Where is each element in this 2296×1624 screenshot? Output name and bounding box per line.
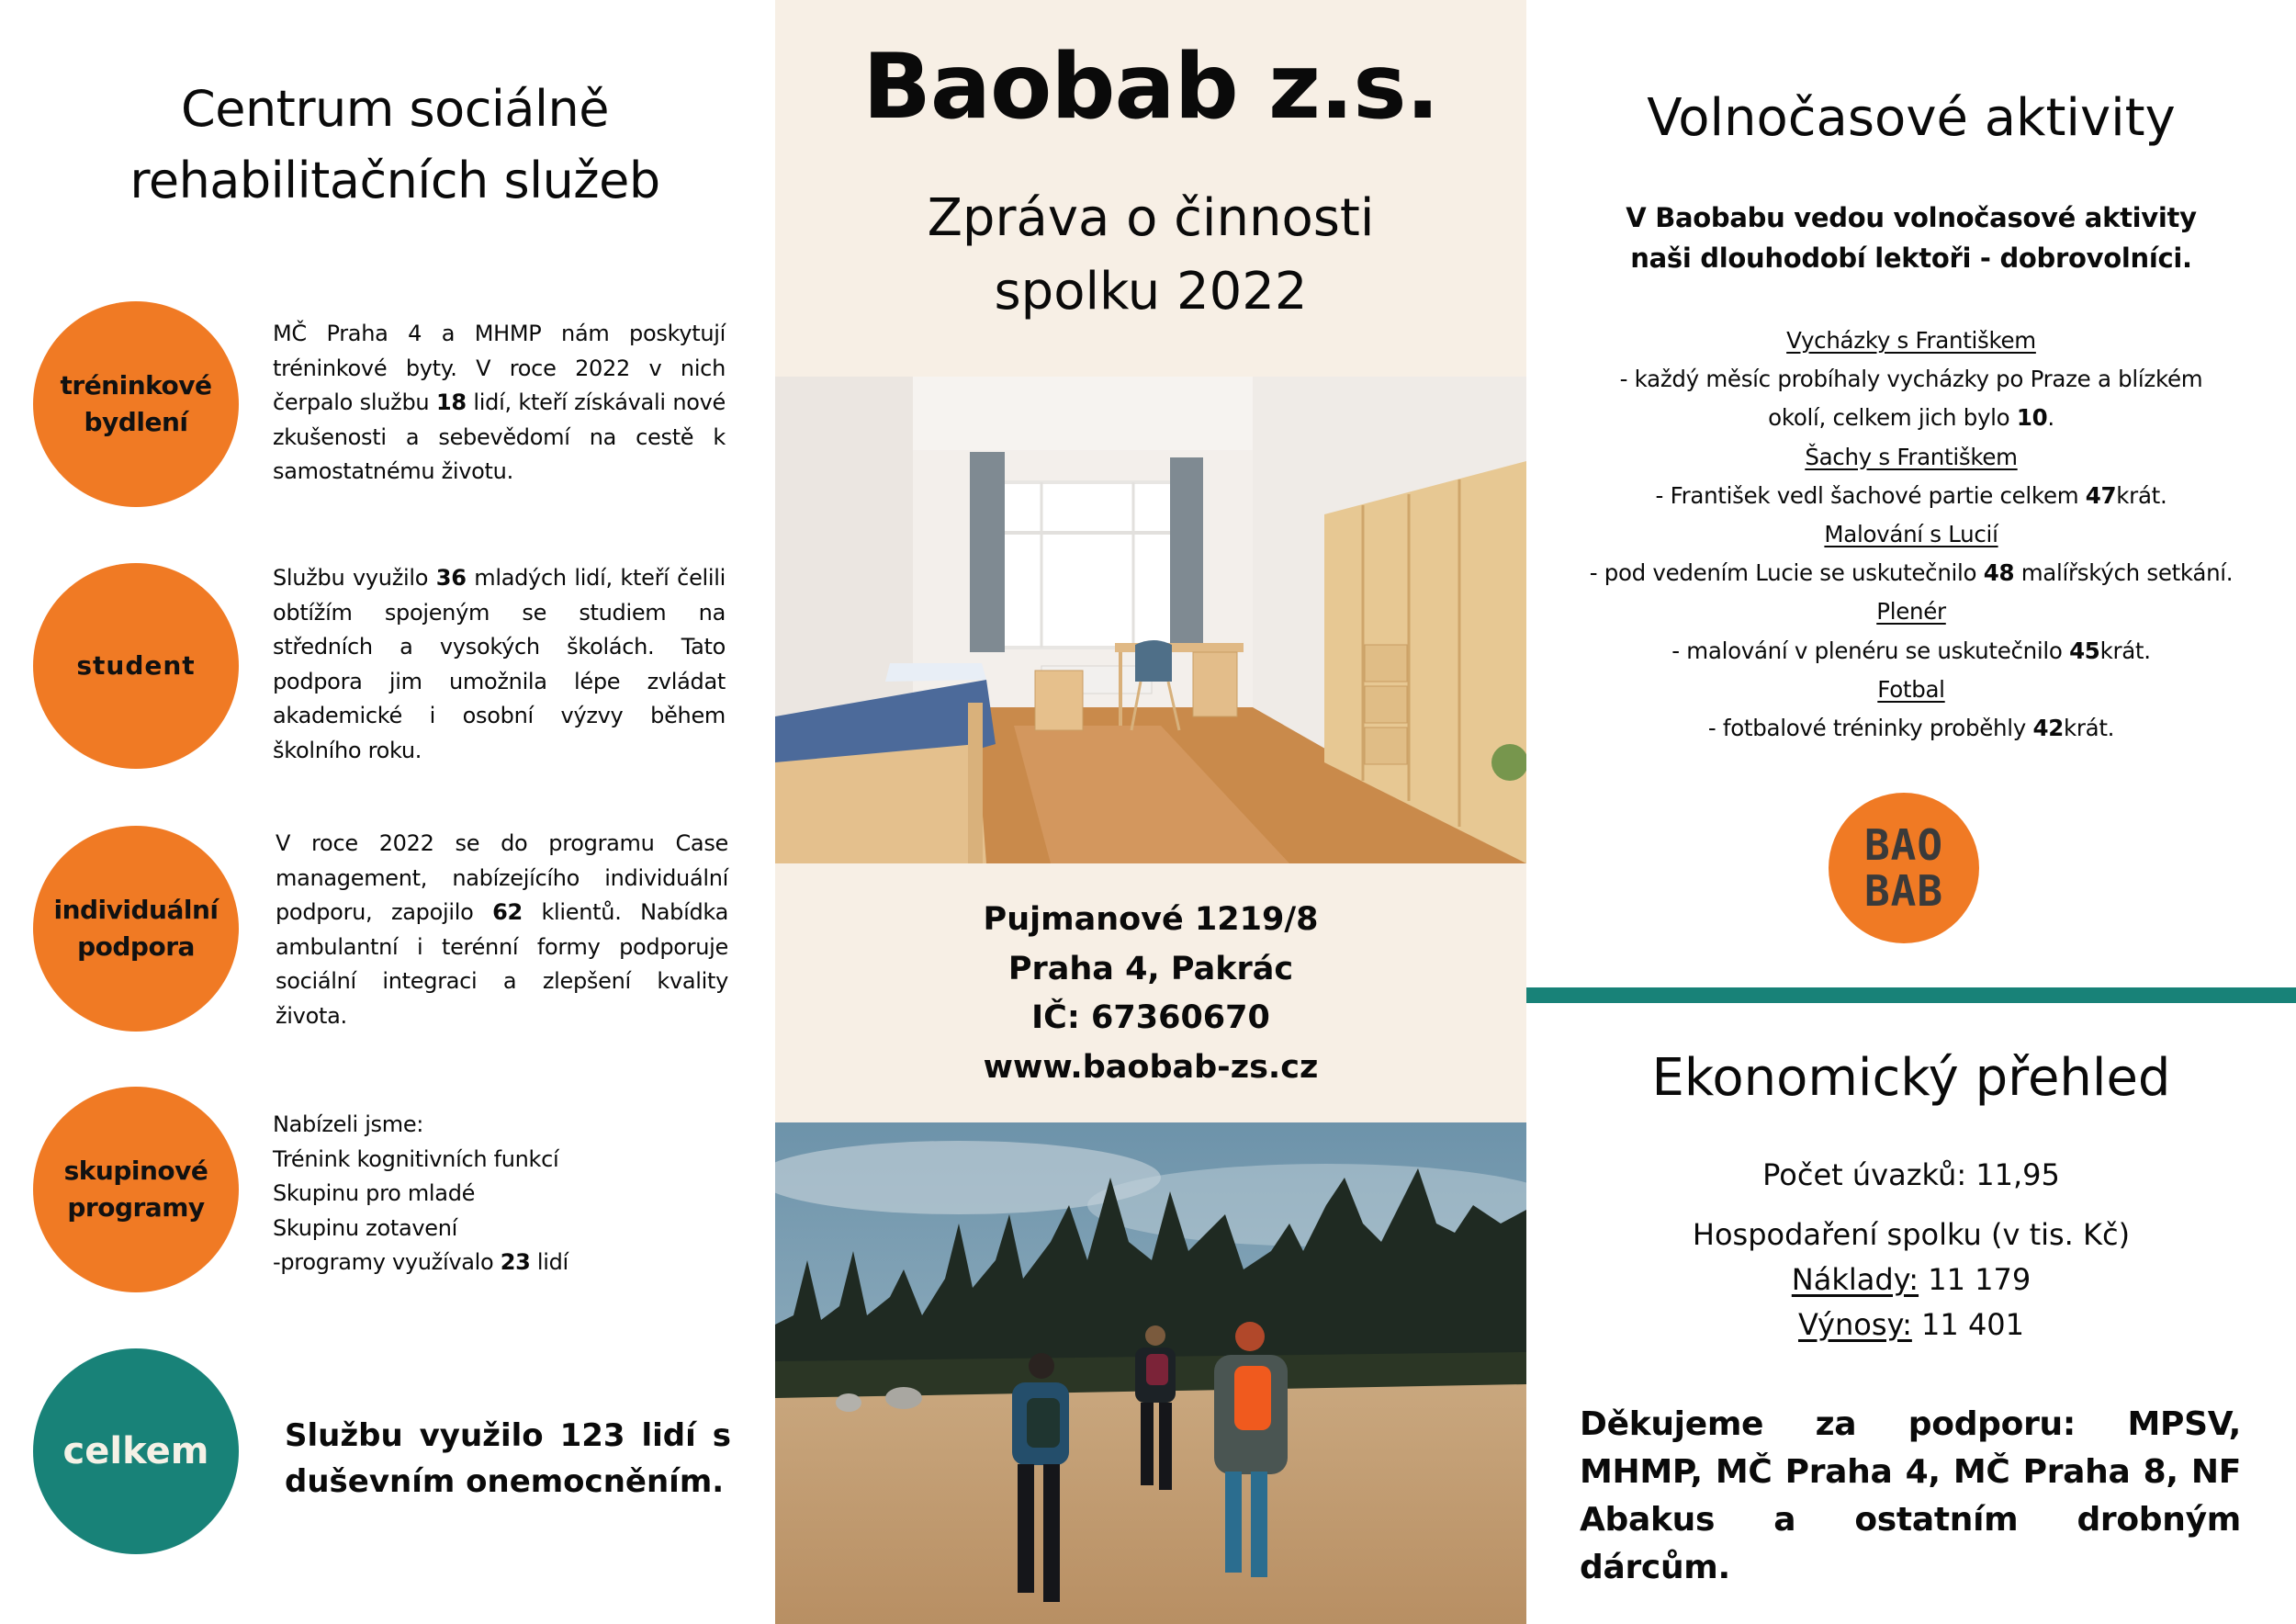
activity-name: Vycházky s Františkem: [1786, 327, 2036, 354]
text: - František vedl šachové partie celkem: [1655, 481, 2086, 509]
text: krát.: [2063, 715, 2115, 742]
chair: [1135, 640, 1172, 682]
bedroom-photo: [775, 377, 1526, 863]
badge-label: programy: [67, 1192, 205, 1223]
bedroom-illustration: [775, 377, 1526, 863]
badge-total: [33, 1348, 239, 1554]
badge-group-programs: [33, 1087, 239, 1292]
program-line: Trénink kognitivních funkcí: [273, 1145, 559, 1172]
text: lidí: [530, 1249, 568, 1276]
activity-name: Malování s Lucií: [1824, 521, 1998, 548]
services-section-title: [55, 73, 735, 217]
ceiling: [913, 377, 1253, 450]
costs-row: [1526, 1257, 2296, 1303]
activity-name: Plenér: [1876, 598, 1946, 626]
finance-heading: Hospodaření spolku (v tis. Kč): [1692, 1217, 2131, 1252]
total-summary: Službu využilo 123 lidí s duševním onemocněním.: [285, 1417, 731, 1500]
bed-frame: [775, 744, 986, 863]
badge-label: tréninkové: [60, 370, 212, 400]
subtitle-line-1: Zpráva o činnosti: [927, 188, 1375, 248]
curtain-left: [970, 452, 1005, 652]
text: mladých lidí, kteří čelili obtížím spojeným se studiem na středních a vysokých školách. Tato podpora jim umožnila lépe zvládat akademické i osobní výzvy během školního roku.: [273, 565, 726, 763]
contact-address: [775, 896, 1526, 1092]
activity-chess: [1526, 438, 2296, 515]
leisure-activities-title: Volnočasové aktivity: [1647, 88, 2176, 148]
thanks-sponsors: Děkujeme za podporu: MPSV, MHMP, MČ Praha 4, MČ Praha 8, NF Abakus a ostatním drobným dárcům.: [1580, 1405, 2241, 1586]
activity-line: [1526, 360, 2296, 399]
activity-football: [1526, 671, 2296, 748]
left-column-social-services: [0, 0, 775, 1624]
curtain-right: [1170, 457, 1203, 652]
service-description-training-housing: [273, 317, 726, 490]
count-value: 47: [2085, 481, 2117, 509]
revenue-row: [1526, 1303, 2296, 1348]
activity-painting: [1526, 515, 2296, 592]
service-description-student: [273, 561, 726, 769]
badge-student: [33, 563, 239, 769]
hiking-illustration: [775, 1122, 1526, 1624]
count-value: 48: [1983, 559, 2015, 587]
finance-summary: [1526, 1212, 2296, 1348]
subtitle-line-2: spolku 2022: [994, 262, 1308, 321]
program-line: [273, 1246, 726, 1280]
text: - fotbalové tréninky proběhly: [1707, 715, 2033, 742]
text: MČ Praha 4 a MHMP nám poskytují tréninkové byty. V roce 2022 v nich čerpalo službu: [273, 321, 726, 416]
right-column-activities-finance: [1526, 0, 2296, 1624]
baobab-logo: [1829, 793, 1979, 943]
company-id: IČ: 67360670: [1031, 999, 1270, 1036]
organization-name: Baobab z.s.: [862, 35, 1439, 140]
badge-label: bydlení: [84, 407, 188, 437]
revenue-label: Výnosy:: [1797, 1307, 1912, 1342]
activity-plein-air: [1526, 592, 2296, 670]
desk: [1115, 643, 1244, 652]
address-city: Praha 4, Pakrác: [1007, 950, 1294, 987]
count-value: 18: [435, 389, 467, 416]
costs-label: Náklady:: [1791, 1262, 1919, 1297]
rock: [885, 1387, 922, 1409]
activity-line: [1526, 709, 2296, 748]
badge-label: skupinové: [63, 1156, 208, 1186]
program-line: Nabízeli jsme:: [273, 1111, 424, 1137]
economic-overview-title: Ekonomický přehled: [1651, 1048, 2171, 1108]
hiking-photo: [775, 1122, 1526, 1624]
logo-text: BAO: [1863, 820, 1944, 870]
badge-label: podpora: [77, 931, 195, 962]
text: krát.: [2099, 637, 2151, 664]
activity-name: Šachy s Františkem: [1805, 443, 2018, 470]
window: [1000, 482, 1175, 648]
text: - malování v plenéru se uskutečnilo: [1671, 637, 2070, 664]
badge-label: student: [76, 650, 196, 681]
activities-list: [1526, 321, 2296, 748]
logo-text: BAB: [1863, 866, 1944, 916]
program-line: Skupinu pro mladé: [273, 1180, 476, 1207]
badge-label: celkem: [62, 1430, 209, 1472]
address-street: Pujmanové 1219/8: [983, 901, 1319, 938]
count-value: 42: [2032, 715, 2064, 742]
count-value: 62: [492, 899, 523, 926]
badge-label: individuální: [53, 895, 219, 925]
intro-line: naši dlouhodobí lektoři - dobrovolníci.: [1630, 242, 2192, 274]
text: krát.: [2116, 481, 2167, 509]
pillow: [885, 663, 986, 682]
badge-training-housing: [33, 301, 239, 507]
title-line-1: Centrum sociálně: [181, 80, 609, 138]
section-divider: [1526, 987, 2296, 1003]
text: lidí, kteří získávali nové zkušenosti a sebevědomí na cestě k samostatnému životu.: [273, 389, 726, 485]
text: - pod vedením Lucie se uskutečnilo: [1589, 559, 1984, 587]
text: klientů. Nabídka ambulantní i terénní formy podporuje sociální integraci a zlepšení kvality života.: [276, 899, 728, 1029]
activity-name: Fotbal: [1877, 675, 1945, 703]
count-value: 36: [435, 565, 467, 591]
intro-line: V Baobabu vedou volnočasové aktivity: [1626, 202, 2197, 233]
count-value: 23: [500, 1249, 531, 1276]
text: V roce 2022 se do programu Case management, nabízejícího individuální podporu, zapojilo: [276, 830, 728, 926]
costs-value: 11 179: [1919, 1262, 2032, 1297]
title-line-2: rehabilitačních služeb: [129, 152, 660, 209]
count-value: 45: [2069, 637, 2100, 664]
activity-line: [1526, 554, 2296, 592]
text: .: [2047, 404, 2054, 432]
nightstand: [1035, 671, 1083, 730]
badge-individual-support: [33, 826, 239, 1032]
desk-drawers: [1193, 652, 1237, 716]
service-description-group-programs: [273, 1108, 726, 1280]
report-subtitle: [775, 182, 1526, 329]
text: Službu využilo: [273, 565, 436, 591]
text: okolí, celkem jich bylo: [1768, 404, 2017, 432]
middle-column-cover: [775, 0, 1526, 1624]
service-description-individual-support: [276, 827, 728, 1034]
activity-line: [1526, 477, 2296, 515]
program-line: Skupinu zotavení: [273, 1214, 458, 1241]
text: malířských setkání.: [2014, 559, 2234, 587]
activity-line: [1526, 632, 2296, 671]
count-value: 10: [2016, 404, 2048, 432]
leisure-intro: [1526, 197, 2296, 278]
activity-walks: [1526, 321, 2296, 438]
revenue-value: 11 401: [1911, 1307, 2025, 1342]
text: - každý měsíc probíhaly vycházky po Praze a blízkém: [1619, 366, 2203, 393]
rock: [836, 1393, 861, 1412]
text: -programy využívalo: [273, 1249, 501, 1276]
activity-line: [1526, 399, 2296, 437]
fte-count: Počet úvazků: 11,95: [1762, 1157, 2060, 1192]
website-link[interactable]: www.baobab-zs.cz: [983, 1048, 1319, 1086]
